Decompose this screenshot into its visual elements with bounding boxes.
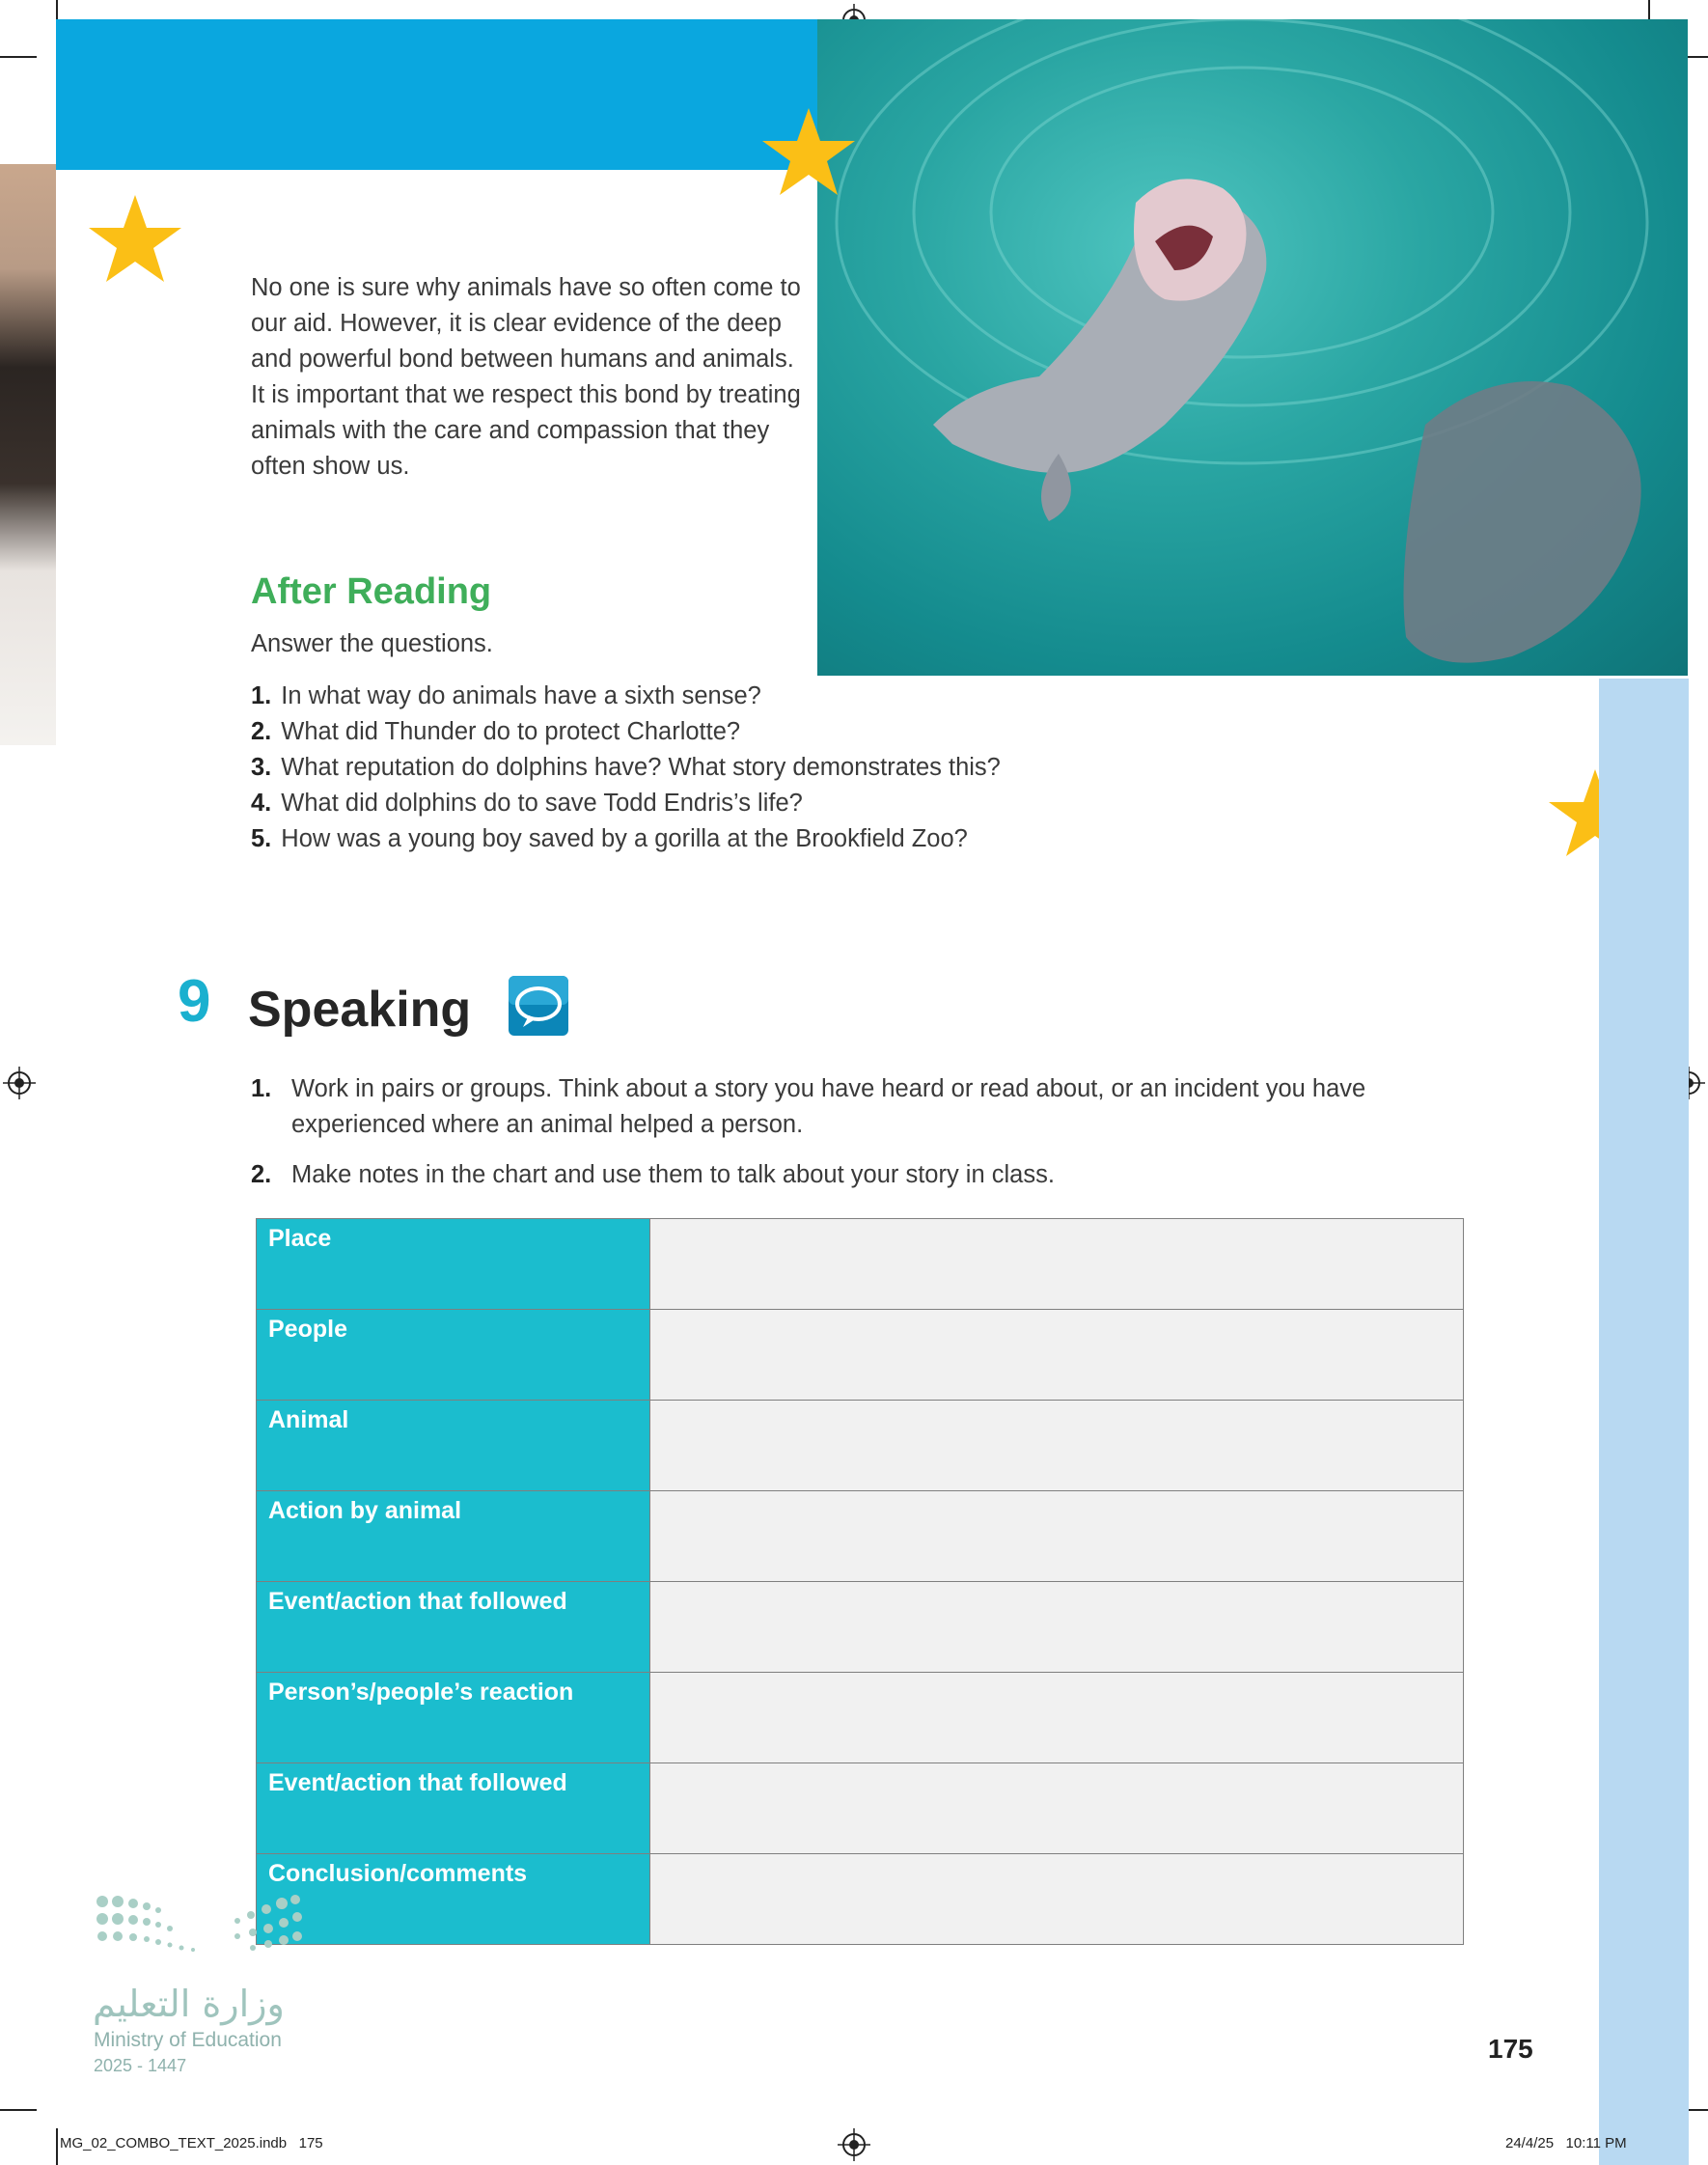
after-reading-heading: After Reading	[251, 571, 492, 612]
section-number: 9	[178, 968, 211, 1035]
list-item: 1. Work in pairs or groups. Think about a story you have heard or read about, or an incident you have experienced where an animal helped a person.	[251, 1075, 1366, 1138]
print-slug-timestamp: 24/4/25 10:11 PM	[1505, 2135, 1627, 2151]
section-title: Speaking	[248, 982, 472, 1038]
table-row	[257, 1673, 1464, 1763]
speaking-instructions	[251, 1071, 1447, 1207]
row-label: Event/action that followed	[257, 1763, 650, 1854]
ministry-name-arabic: وزارة التعليم	[93, 1983, 285, 2025]
notes-cell[interactable]	[650, 1401, 1464, 1491]
table-row	[257, 1219, 1464, 1310]
row-label: Animal	[257, 1401, 650, 1491]
list-item: 1. In what way do animals have a sixth sense?	[251, 682, 761, 709]
row-label: Place	[257, 1219, 650, 1310]
list-item: 2. Make notes in the chart and use them to talk about your story in class.	[251, 1161, 1055, 1188]
after-reading-instruction: Answer the questions.	[251, 630, 493, 657]
registration-mark-icon	[838, 2128, 870, 2161]
row-label: People	[257, 1310, 650, 1401]
notes-cell[interactable]	[650, 1491, 1464, 1582]
notes-cell[interactable]	[650, 1219, 1464, 1310]
crop-mark	[0, 56, 37, 58]
story-notes-chart	[256, 1218, 1464, 1945]
table-row	[257, 1763, 1464, 1854]
crop-mark	[0, 2109, 37, 2111]
table-row	[257, 1582, 1464, 1673]
star-icon	[760, 106, 857, 198]
notes-cell[interactable]	[650, 1310, 1464, 1401]
intro-paragraph: No one is sure why animals have so often come to our aid. However, it is clear evidence of the deep and powerful bond between humans and animals. It is important that we respect this bond by treating animals with the care and compassion that they often show us.	[251, 274, 801, 480]
left-edge-photo	[0, 164, 56, 745]
notes-cell[interactable]	[650, 1854, 1464, 1945]
registration-mark-icon	[3, 1067, 36, 1099]
notes-cell[interactable]	[650, 1673, 1464, 1763]
row-label: Person’s/people’s reaction	[257, 1673, 650, 1763]
ministry-logo-icon	[93, 1892, 305, 1969]
row-label: Action by animal	[257, 1491, 650, 1582]
list-item: 5. How was a young boy saved by a gorilla at the Brookfield Zoo?	[251, 825, 968, 852]
list-item: 3. What reputation do dolphins have? What story demonstrates this?	[251, 754, 1001, 781]
ministry-name-english: Ministry of Education	[94, 2029, 282, 2051]
question-list	[251, 679, 1505, 857]
speech-bubble-icon	[508, 975, 569, 1037]
star-icon	[87, 193, 183, 285]
table-row	[257, 1854, 1464, 1945]
notes-cell[interactable]	[650, 1582, 1464, 1673]
table-row	[257, 1310, 1464, 1401]
page-number: 175	[1488, 2034, 1533, 2064]
row-label: Conclusion/comments	[257, 1854, 650, 1945]
print-slug-file: MG_02_COMBO_TEXT_2025.indb 175	[60, 2135, 323, 2151]
table-row	[257, 1491, 1464, 1582]
side-bar	[1599, 679, 1689, 2165]
notes-cell[interactable]	[650, 1763, 1464, 1854]
dolphins-photo	[817, 19, 1688, 676]
ministry-year: 2025 - 1447	[94, 2056, 187, 2075]
list-item: 4. What did dolphins do to save Todd Endris’s life?	[251, 790, 803, 817]
header-banner	[56, 19, 818, 170]
crop-mark	[56, 2128, 58, 2165]
list-item: 2. What did Thunder do to protect Charlotte?	[251, 718, 741, 745]
table-row	[257, 1401, 1464, 1491]
row-label: Event/action that followed	[257, 1582, 650, 1673]
